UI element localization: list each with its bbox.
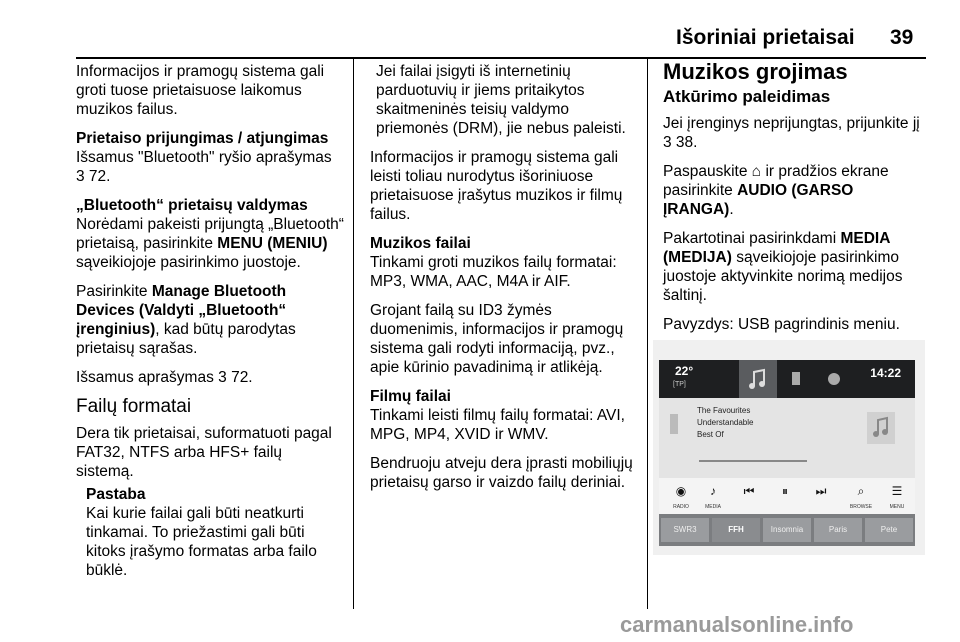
manage-devices-label: Manage Bluetooth Devices (Valdyti „Bluetooth“ įrenginius)	[76, 283, 287, 338]
connect-device-text: Jei įrenginys neprijungtas, prijunkite jį	[663, 115, 920, 132]
manage-section	[76, 196, 344, 272]
connect-device-ref[interactable]: 3 38.	[663, 134, 698, 151]
music-section	[370, 234, 638, 291]
music-note-icon[interactable]: ♪	[710, 484, 716, 498]
note-text: Kai kurie failai gali būti neatkurti tinkamai. To priežastimi gali būti kitoks įrašymo formatas arba failo būklė.	[86, 505, 317, 579]
home-icon: ⌂	[751, 163, 762, 180]
repeat-text-2: sąveikiojoje pasirinkimo juostoje aktyvinkite norimą medijos šaltinį.	[663, 249, 903, 304]
column-divider-2	[647, 59, 648, 609]
music-text: Tinkami groti muzikos failų formatai: MP3, WMA, AAC, M4A ir AIF.	[370, 254, 617, 290]
tab-music[interactable]	[739, 360, 777, 398]
connect-section	[76, 129, 344, 186]
audio-label: AUDIO (GARSO ĮRANGA)	[663, 182, 854, 218]
connect-text: Išsamus "Bluetooth" ryšio aprašymas	[76, 149, 332, 166]
menu-label: MENU	[889, 504, 905, 510]
column-1	[76, 62, 344, 580]
preset-5[interactable]: Pete	[865, 518, 913, 542]
details-paragraph	[76, 368, 344, 387]
search-icon[interactable]: ⌕	[857, 484, 865, 498]
formats-text: Dera tik prietaisai, suformatuoti pagal FAT32, NTFS arba HFS+ failų sistemą.	[76, 425, 332, 480]
preset-bar	[659, 514, 915, 546]
music-note-icon	[739, 360, 777, 398]
manage-text-2: sąveikiojoje pasirinkimo juostoje.	[76, 254, 301, 271]
repeat-text-1: Pakartotinai pasirinkdami	[663, 230, 837, 247]
pause-icon[interactable]: ⏸	[781, 484, 788, 498]
watermark: carmanualsonline.info	[620, 612, 854, 637]
usb-device-icon	[667, 412, 681, 436]
press-paragraph: Paspauskite ⌂ ir pradžios ekrane pasirinkite AUDIO (GARSO ĮRANGA).	[663, 163, 889, 218]
start-playback-heading: Atkūrimo paleidimas	[663, 87, 831, 106]
connect-heading: Prietaiso prijungimas / atjungimas	[76, 130, 329, 147]
album-art-icon	[867, 412, 895, 444]
drm-paragraph: Jei failai įsigyti iš internetinių parduotuvių ir jiems pritaikytos skaitmeninės teisių valdymo priemonės (DRM), jie nebus paleisti.	[376, 63, 626, 137]
choose-text-1: Pasirinkite	[76, 283, 148, 300]
connect-device-paragraph	[663, 114, 925, 152]
track-album: Best Of	[697, 430, 724, 439]
repeat-paragraph	[663, 229, 925, 305]
note-heading: Pastaba	[86, 486, 146, 503]
info-icon	[815, 360, 853, 398]
next-icon[interactable]: ⏭	[815, 484, 827, 498]
play-paragraph: Informacijos ir pramogų sistema gali leisti toliau nurodytus išoriniuose prietaisuose įrašytus muzikos ir filmų failus.	[370, 149, 623, 223]
preset-2[interactable]: FFH	[712, 518, 760, 542]
choose-paragraph	[76, 282, 344, 358]
example-paragraph: Pavyzdys: USB pagrindinis meniu.	[663, 316, 900, 333]
connect-ref[interactable]: 3 72.	[76, 168, 111, 185]
music-playback-title: Muzikos grojimas	[663, 59, 848, 84]
movie-section	[370, 387, 638, 444]
tab-device[interactable]	[777, 360, 815, 398]
status-bar	[659, 360, 915, 398]
preset-1[interactable]: SWR3	[661, 518, 709, 542]
note-box	[86, 485, 344, 580]
device-icon	[777, 360, 815, 398]
music-heading: Muzikos failai	[370, 235, 471, 252]
preset-4[interactable]: Paris	[814, 518, 862, 542]
manage-heading: „Bluetooth“ prietaisų valdymas	[76, 197, 308, 214]
temperature: 22°	[675, 364, 694, 378]
radio-icon[interactable]: ◉	[675, 484, 687, 498]
column-3	[663, 59, 925, 344]
column-2	[370, 62, 638, 502]
tab-info[interactable]	[815, 360, 853, 398]
page-header-title: Išoriniai prietaisai	[676, 26, 855, 49]
now-playing-area	[659, 398, 915, 478]
browse-label: BROWSE	[849, 504, 873, 510]
movie-text: Tinkami leisti filmų failų formatai: AVI, MPG, MP4, XVID ir WMV.	[370, 407, 625, 443]
menu-icon[interactable]: ☰	[891, 484, 903, 498]
page-number: 39	[890, 26, 914, 49]
audio-paragraph: Bendruoju atveju dera įprasti mobiliųjų prietaisų garso ir vaizdo failų deriniai.	[370, 455, 633, 491]
radio-label: RADIO	[673, 504, 689, 510]
column-divider-1	[353, 59, 354, 609]
manage-text-1: Norėdami pakeisti prijungtą „Bluetooth“ prietaisą, pasirinkite	[76, 216, 344, 252]
preset-3[interactable]: Insomnia	[763, 518, 811, 542]
track-artist: Understandable	[697, 418, 754, 427]
press-text-1: Paspauskite	[663, 163, 748, 180]
clock: 14:22	[870, 366, 901, 380]
press-text-2: ir pradžios ekrane pasirinkite	[663, 163, 889, 199]
tp-indicator: [TP]	[673, 381, 686, 388]
previous-icon[interactable]: ⏮	[743, 484, 755, 498]
details-ref[interactable]: 3 72.	[218, 369, 253, 386]
media-label: MEDIA (MEDIJA)	[663, 230, 890, 266]
usb-menu-screenshot	[653, 340, 925, 555]
track-title: The Favourites	[697, 406, 751, 415]
movie-heading: Filmų failai	[370, 388, 451, 405]
media-label: MEDIA	[705, 504, 721, 510]
playback-progress-bar[interactable]	[699, 460, 807, 462]
formats-heading: Failų formatai	[76, 396, 192, 417]
id3-paragraph: Grojant failą su ID3 žymės duomenimis, informacijos ir pramogų sistema gali rodyti informaciją, pvz., apie kūrinio pavadinimą ir atlikėją.	[370, 302, 624, 376]
infotainment-screen	[659, 360, 915, 546]
intro-paragraph: Informacijos ir pramogų sistema gali groti tuose prietaisuose laikomus muzikos failus.	[76, 63, 325, 118]
control-bar	[659, 478, 915, 514]
details-text: Išsamus aprašymas	[76, 369, 214, 386]
choose-text-2: , kad būtų parodytas prietaisų sąrašas.	[76, 321, 296, 357]
manage-menu-label: MENU (MENIU)	[217, 235, 328, 252]
